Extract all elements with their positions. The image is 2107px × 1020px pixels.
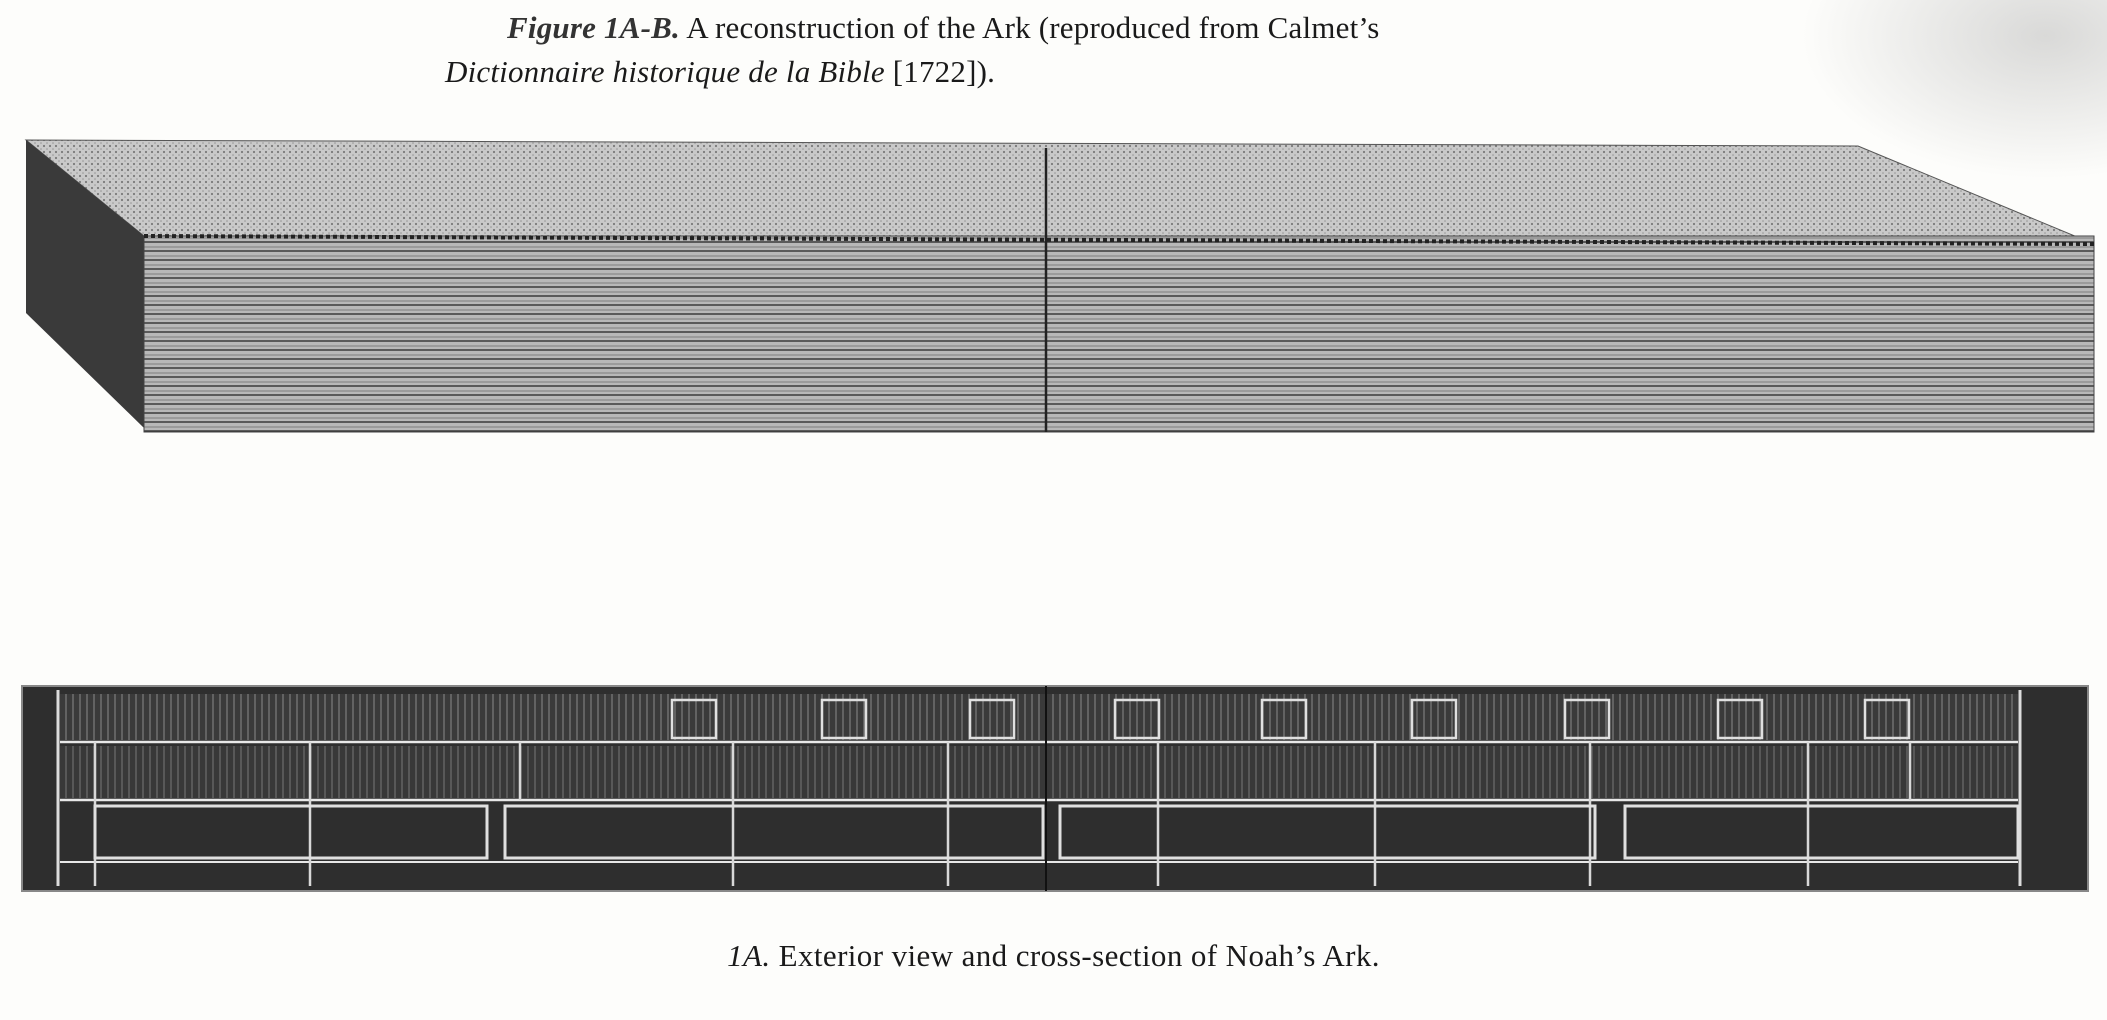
source-title: Dictionnaire historique de la Bible (445, 54, 885, 89)
source-year: [1722]). (892, 54, 996, 89)
subfigure-caption (0, 938, 2107, 974)
ark-deck (26, 140, 2094, 244)
middle-deck-slats (60, 746, 2018, 798)
subfigure-caption-text: Exterior view and cross-section of Noah’s Ark. (778, 938, 1380, 973)
ark-hull-side (144, 236, 2094, 432)
figure-label: Figure 1A-B. (507, 10, 680, 45)
subfigure-label: 1A. (727, 938, 771, 973)
ark-cross-section-illustration (22, 686, 2088, 891)
figure-caption-text: A reconstruction of the Ark (reproduced from Calmet’s (686, 10, 1380, 45)
ark-exterior-illustration (26, 140, 2094, 432)
